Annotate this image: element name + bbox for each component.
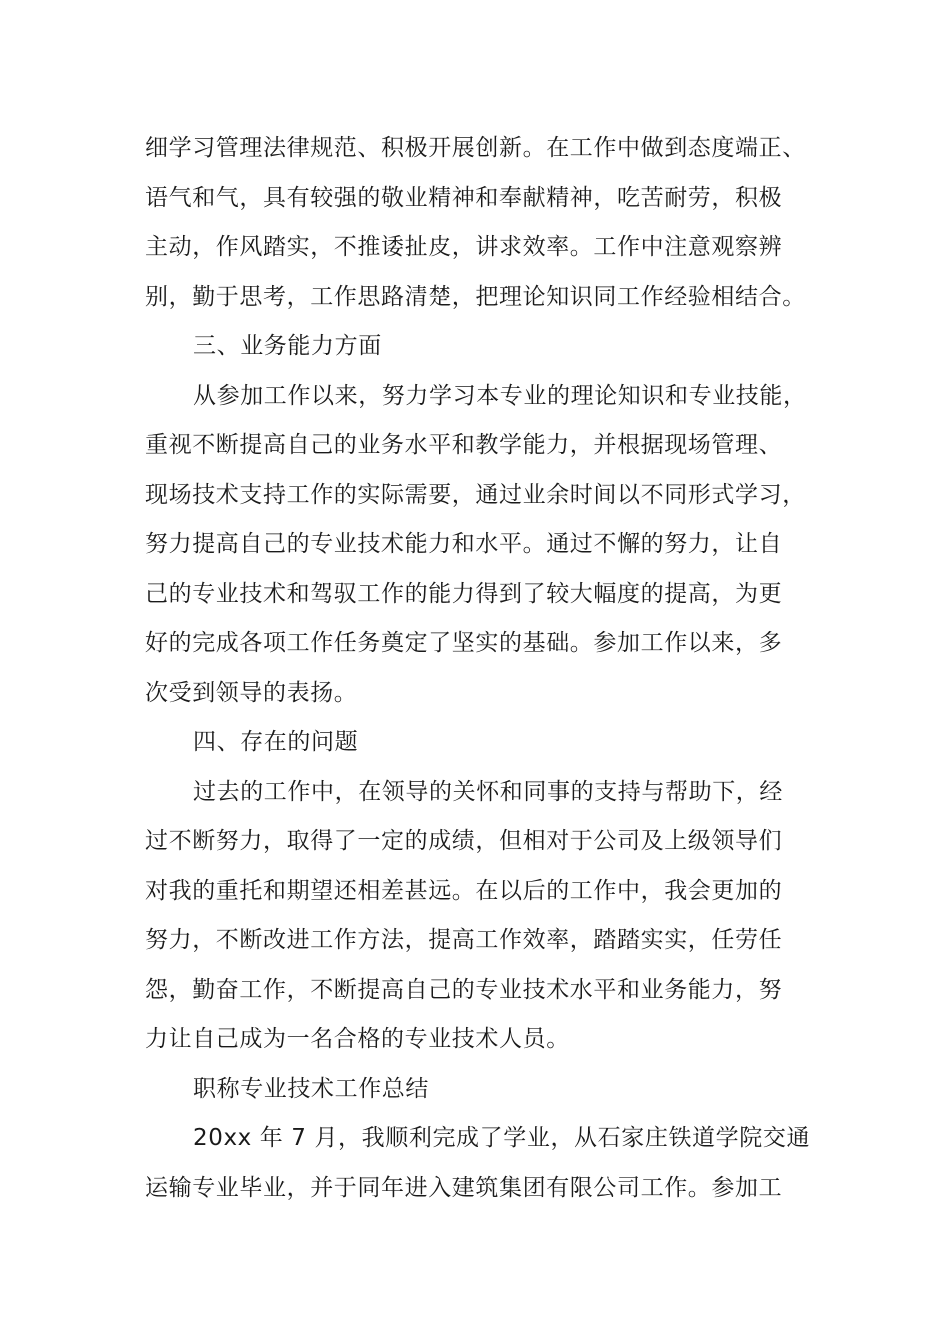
text-line: 职称专业技术工作总结 [193,1075,429,1102]
text-line: 努力，不断改进工作方法，提高工作效率，踏踏实实，任劳任 [145,927,783,953]
text-line: 20xx 年 7 月，我顺利完成了学业，从石家庄铁道学院交通 [193,1125,811,1151]
text-line: 现场技术支持工作的实际需要，通过业余时间以不同形式学习， [145,481,806,508]
text-line: 运输专业毕业，并于同年进入建筑集团有限公司工作。参加工 [145,1174,783,1201]
text-line: 语气和气，具有较强的敬业精神和奉献精神，吃苦耐劳，积极 [145,184,783,211]
paragraph [145,124,835,322]
paragraph [145,372,835,719]
text-line: 力让自己成为一名合格的专业技术人员。 [145,1026,570,1052]
document-body [145,124,835,1213]
text-line: 别，勤于思考，工作思路清楚，把理论知识同工作经验相结合。 [145,283,806,310]
text-line: 怨，勤奋工作，不断提高自己的专业技术水平和业务能力，努 [145,976,783,1003]
paragraph [145,322,835,372]
text-line: 次受到领导的表扬。 [145,679,358,706]
text-line: 主动，作风踏实，不推诿扯皮，讲求效率。工作中注意观察辨 [145,234,783,260]
text-line: 四、存在的问题 [193,729,359,755]
text-line: 重视不断提高自己的业务水平和教学能力，并根据现场管理、 [145,432,783,458]
text-line: 己的专业技术和驾驭工作的能力得到了较大幅度的提高，为更 [145,580,783,607]
text-line: 三、业务能力方面 [193,333,382,359]
text-line: 对我的重托和期望还相差甚远。在以后的工作中，我会更加的 [145,877,783,904]
paragraph [145,718,835,768]
paragraph [145,1065,835,1115]
text-line: 细学习管理法律规范、积极开展创新。在工作中做到态度端正、 [145,135,806,161]
text-line: 好的完成各项工作任务奠定了坚实的基础。参加工作以来，多 [145,630,783,656]
paragraph [145,1114,835,1213]
text-line: 努力提高自己的专业技术能力和水平。通过不懈的努力，让自 [145,531,783,557]
text-line: 从参加工作以来，努力学习本专业的理论知识和专业技能， [193,382,807,409]
paragraph [145,768,835,1065]
text-line: 过去的工作中，在领导的关怀和同事的支持与帮助下，经 [193,778,783,805]
text-line: 过不断努力，取得了一定的成绩，但相对于公司及上级领导们 [145,828,783,854]
